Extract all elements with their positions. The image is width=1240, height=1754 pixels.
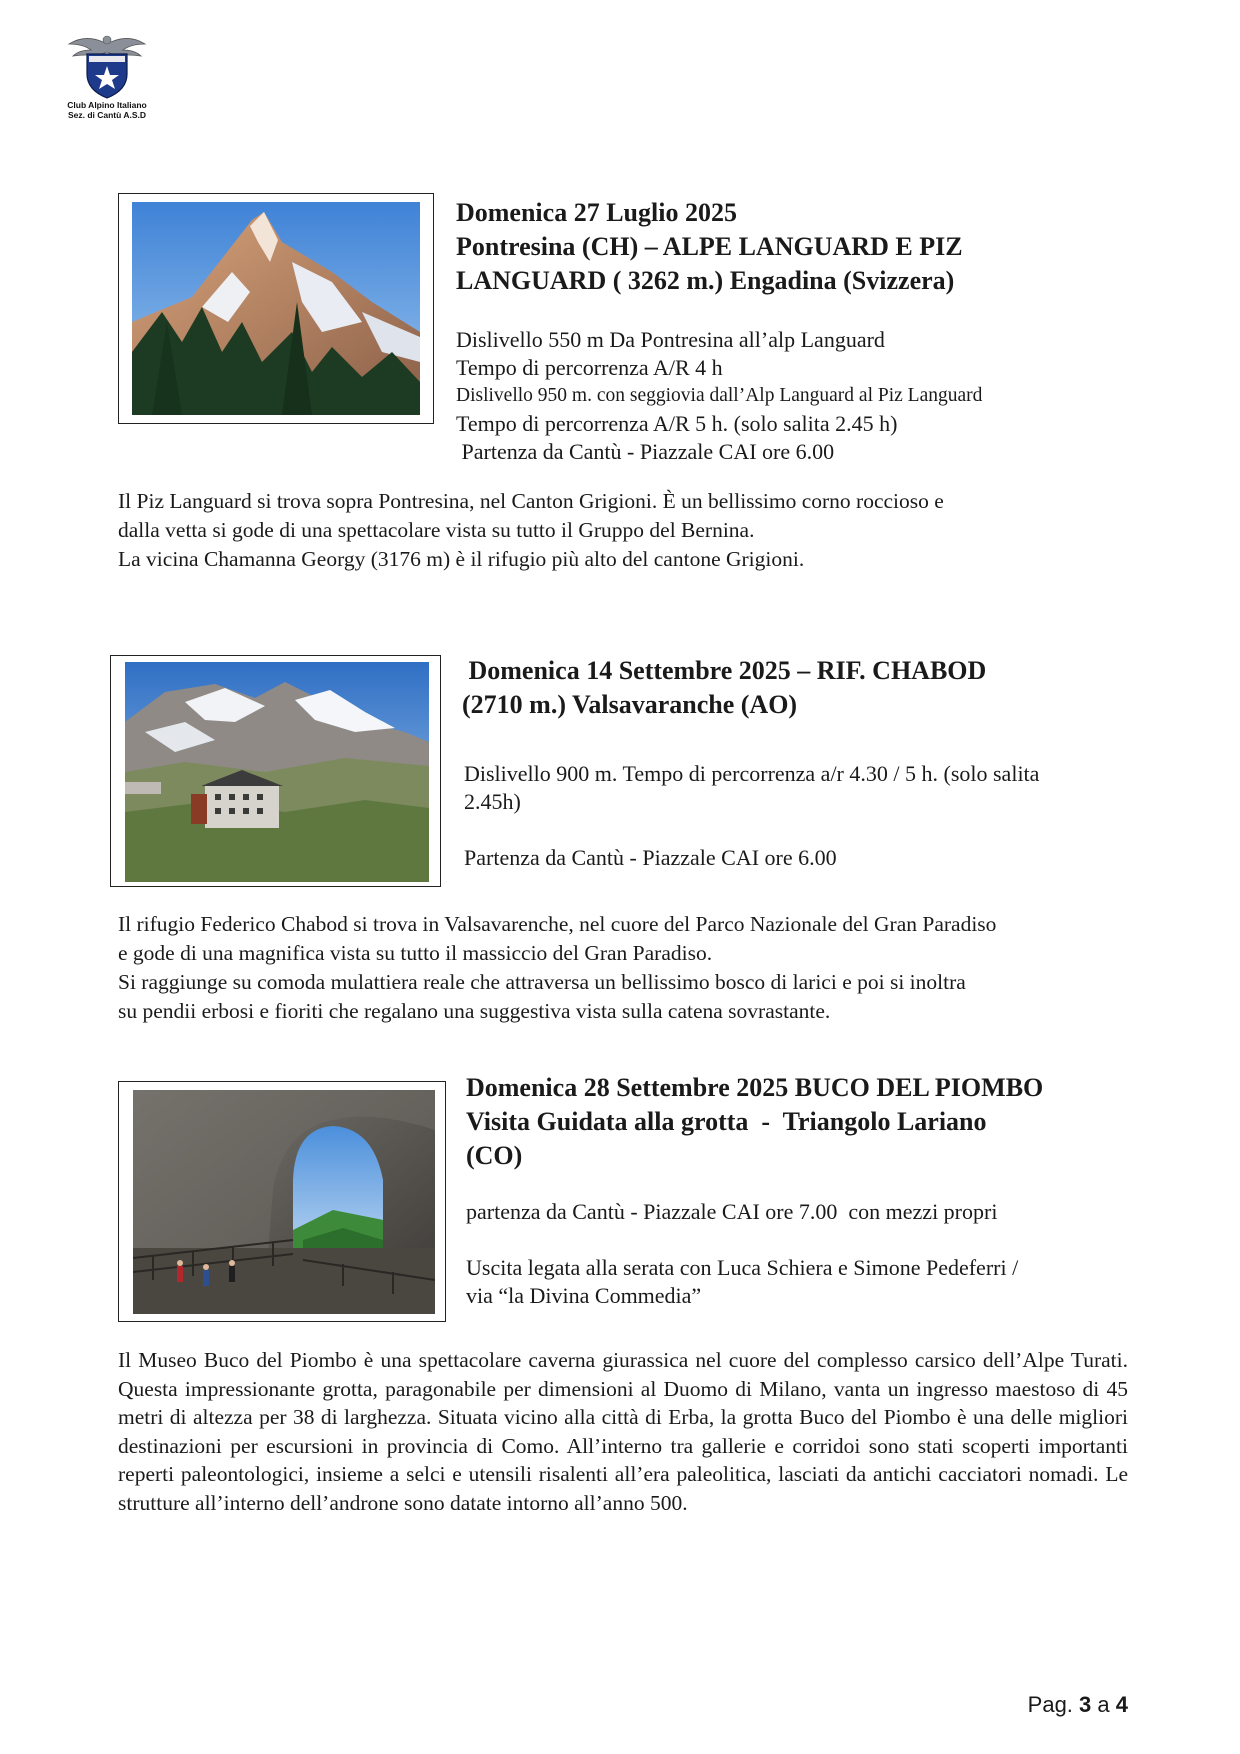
event-3-title-line-1: Domenica 28 Settembre 2025 BUCO DEL PIOMBO bbox=[466, 1073, 1044, 1102]
event-2-info bbox=[464, 760, 1154, 872]
event-3-info-line-1: partenza da Cantù - Piazzale CAI ore 7.00 con mezzi propri bbox=[466, 1199, 998, 1224]
event-1-title-line-3: LANGUARD ( 3262 m.) Engadina (Svizzera) bbox=[456, 266, 955, 295]
event-1-title-line-1: Domenica 27 Luglio 2025 bbox=[456, 198, 737, 227]
event-1-info-line-2: Tempo di percorrenza A/R 4 h bbox=[456, 355, 723, 380]
event-2-info-line-1: Dislivello 900 m. Tempo di percorrenza a/r 4.30 / 5 h. (solo salita bbox=[464, 761, 1040, 786]
event-1-description-line-3: La vicina Chamanna Georgy (3176 m) è il rifugio più alto del cantone Grigioni. bbox=[118, 547, 805, 571]
event-1-info-line-5: Partenza da Cantù - Piazzale CAI ore 6.00 bbox=[456, 439, 835, 464]
event-1-title-line-2: Pontresina (CH) – ALPE LANGUARD E PIZ bbox=[456, 232, 963, 261]
event-2-info-line-2: 2.45h) bbox=[464, 789, 521, 814]
event-1-header bbox=[456, 196, 1156, 298]
event-2-title-line-2: (2710 m.) Valsavaranche (AO) bbox=[462, 690, 798, 719]
event-1-info bbox=[456, 326, 1176, 466]
event-3-info bbox=[466, 1198, 1156, 1310]
event-2-description-line-3: Si raggiunge su comoda mulattiera reale che attraversa un bellissimo bosco di larici e poi si inoltra bbox=[118, 970, 966, 994]
page-label: Pag. bbox=[1027, 1692, 1080, 1717]
event-1-info-line-3: Dislivello 950 m. con seggiovia dall’Alp Languard al Piz Languard bbox=[456, 385, 983, 406]
event-2-description-line-4: su pendii erbosi e fioriti che regalano una suggestiva vista sulla catena sovrastante. bbox=[118, 999, 831, 1023]
event-3-info-line-3: via “la Divina Commedia” bbox=[466, 1283, 702, 1308]
cave-entrance-photo bbox=[133, 1090, 435, 1314]
event-2-title-line-1: Domenica 14 Settembre 2025 – RIF. CHABOD bbox=[462, 656, 987, 685]
event-3-info-line-2: Uscita legata alla serata con Luca Schiera e Simone Pedeferri / bbox=[466, 1255, 1019, 1280]
event-1-photo-frame bbox=[118, 193, 434, 424]
cai-logo bbox=[62, 30, 152, 120]
event-2-description-line-1: Il rifugio Federico Chabod si trova in Valsavarenche, nel cuore del Parco Nazionale del Gran Paradiso bbox=[118, 912, 997, 936]
cai-emblem-icon bbox=[65, 30, 149, 100]
event-1-description bbox=[118, 487, 1128, 574]
page-number bbox=[1028, 1692, 1128, 1718]
event-2-photo-frame bbox=[110, 655, 441, 887]
page-separator: a bbox=[1091, 1692, 1116, 1717]
event-1-info-line-4: Tempo di percorrenza A/R 5 h. (solo salita 2.45 h) bbox=[456, 411, 898, 436]
event-2-header bbox=[462, 654, 1162, 722]
event-1-description-line-1: Il Piz Languard si trova sopra Pontresina, nel Canton Grigioni. È un bellissimo corno roccioso e bbox=[118, 489, 944, 513]
mountain-hut-photo bbox=[125, 662, 429, 882]
current-page: 3 bbox=[1079, 1692, 1092, 1717]
logo-line-1: Club Alpino Italiano bbox=[67, 100, 147, 110]
event-2-description-line-2: e gode di una magnifica vista su tutto il massiccio del Gran Paradiso. bbox=[118, 941, 713, 965]
event-3-description: Il Museo Buco del Piombo è una spettacolare caverna giurassica nel cuore del complesso carsico dell’Alpe Turati. Questa impressionante grotta, paragonabile per dimensioni al Duomo di Milano, vanta un ingresso maestoso di 45 metri di altezza per 38 di larghezza. Situata vicino alla città di Erba, la grotta Buco del Piombo è una delle migliori destinazioni per escursioni in provincia di Como. All’interno tra gallerie e corridoi sono stati scoperti importanti reperti paleontologici, insieme a selci e utensili risalenti all’era paleolitica, lasciati da antichi cacciatori nomadi. Le strutture all’interno dell’androne sono datate intorno all’anno 500. bbox=[118, 1348, 1128, 1515]
event-2-info-line-3: Partenza da Cantù - Piazzale CAI ore 6.00 bbox=[464, 845, 837, 870]
logo-line-2: Sez. di Cantù A.S.D bbox=[67, 110, 147, 120]
event-2-description bbox=[118, 910, 1128, 1026]
mountain-peak-photo bbox=[132, 202, 420, 415]
event-3-title-line-3: (CO) bbox=[466, 1141, 523, 1170]
event-3-title-line-2: Visita Guidata alla grotta - Triangolo Lariano bbox=[466, 1107, 987, 1136]
total-pages: 4 bbox=[1115, 1692, 1128, 1717]
event-3-photo-frame bbox=[118, 1081, 446, 1322]
event-3-header bbox=[466, 1071, 1166, 1173]
event-1-info-line-1: Dislivello 550 m Da Pontresina all’alp Languard bbox=[456, 327, 885, 352]
event-1-description-line-2: dalla vetta si gode di una spettacolare vista su tutto il Gruppo del Bernina. bbox=[118, 518, 755, 542]
